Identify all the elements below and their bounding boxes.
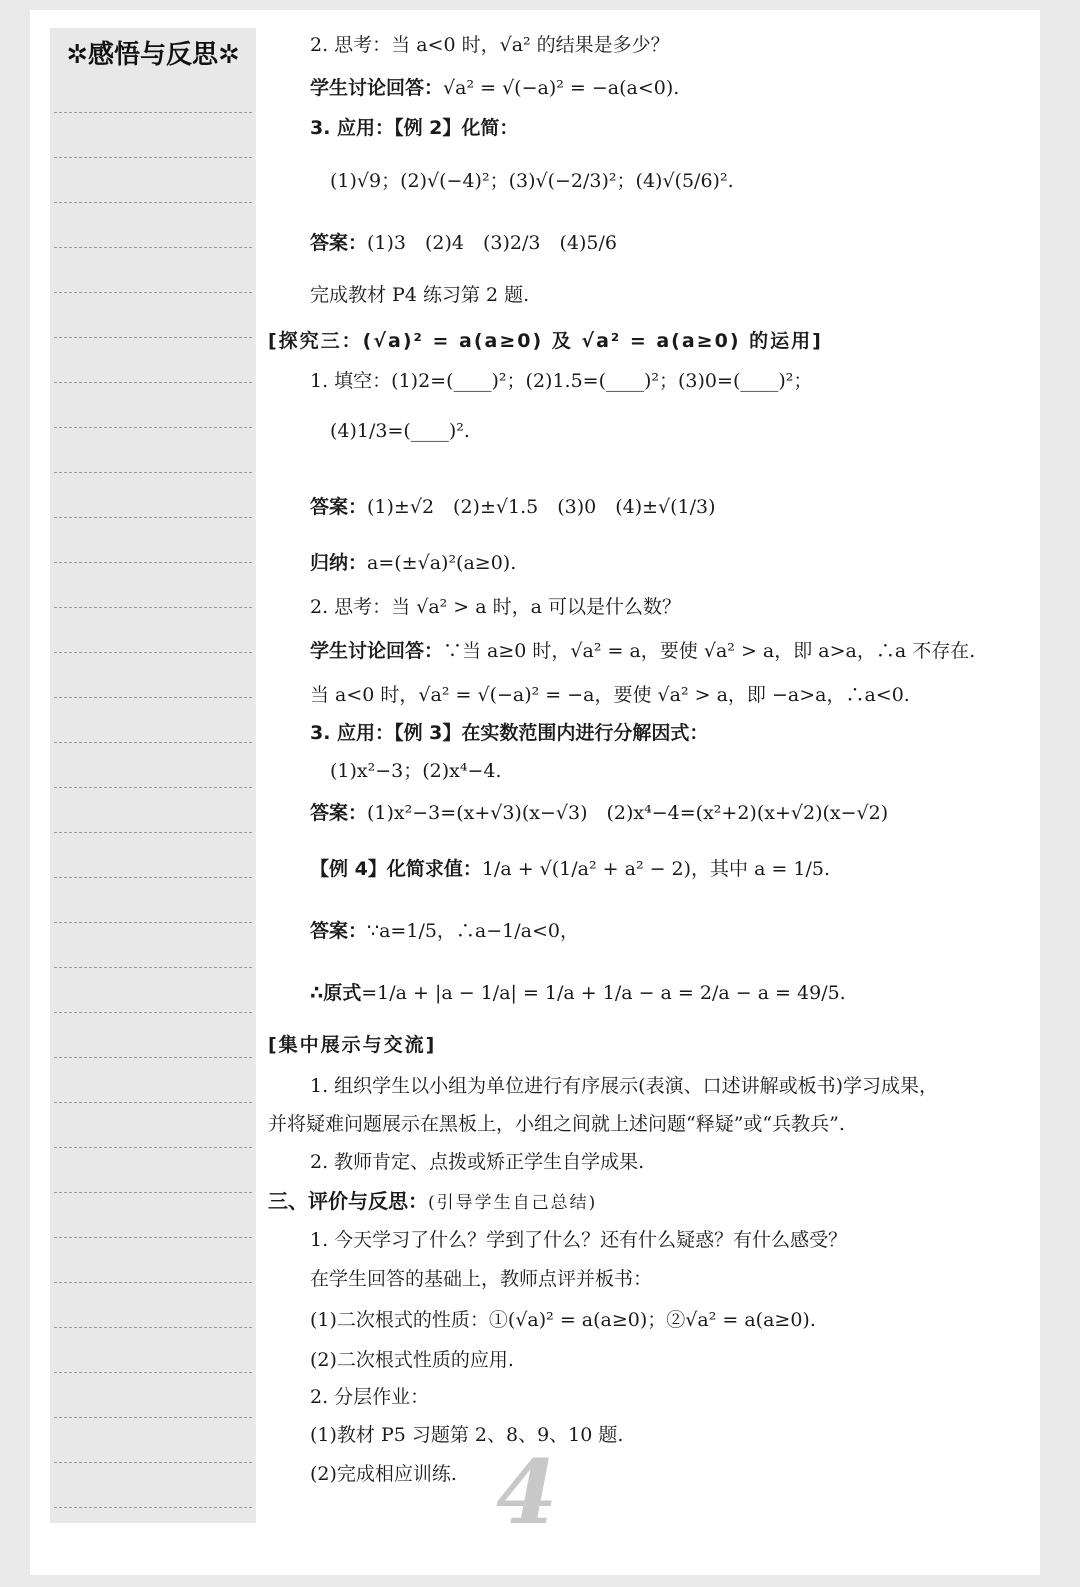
- example-title: 【例 3】在实数范围内进行分解因式：: [394, 722, 709, 744]
- answer-text: (1)3 (2)4 (3)2/3 (4)5/6: [367, 232, 618, 254]
- example-2-answer: [310, 230, 617, 256]
- homework-item-2: (2)完成相应训练.: [310, 1463, 457, 1485]
- fill-in-question-4: (4)1/3=(____)².: [330, 420, 470, 442]
- textbook-exercise: 完成教材 P4 练习第 2 题.: [310, 284, 530, 306]
- induction: [310, 550, 516, 576]
- section-heading-evaluation: [268, 1188, 597, 1216]
- label: 3. 应用：: [310, 722, 395, 744]
- fill-in-question: 1. 填空：(1)2=(____)²；(2)1.5=(____)²；(3)0=(____)²；: [310, 370, 813, 392]
- answer-text: (1)±√2 (2)±√1.5 (3)0 (4)±√(1/3): [367, 496, 716, 518]
- label: 答案：: [310, 496, 368, 518]
- sidebar-title: ✲感悟与反思✲: [66, 40, 240, 70]
- student-answer-2: [310, 638, 975, 664]
- answer-text: √a² = √(−a)² = −a(a<0).: [443, 77, 680, 99]
- example-4: [310, 856, 830, 882]
- section-heading-display: [集中展示与交流]: [268, 1034, 437, 1056]
- think-question-2: 2. 思考：当 √a² > a 时，a 可以是什么数？: [310, 596, 681, 618]
- fill-in-answer: [310, 494, 716, 520]
- example-text: 1/a + √(1/a² + a² − 2)，其中 a = 1/5.: [481, 858, 831, 880]
- example-4-solution: [310, 980, 846, 1006]
- lesson-content: [30, 10, 1040, 1575]
- label: 归纳：: [310, 552, 368, 574]
- think-question-1: 2. 思考：当 a<0 时，√a² 的结果是多少？: [310, 34, 670, 56]
- induction-text: a=(±√a)²(a≥0).: [367, 552, 517, 574]
- example-title: 【例 4】化简求值：: [310, 858, 482, 880]
- example-4-answer: [310, 918, 579, 944]
- board-note-1: (1)二次根式的性质：①(√a)² = a(a≥0)；②√a² = a(a≥0).: [310, 1309, 816, 1331]
- label: 答案：: [310, 232, 368, 254]
- label: 学生讨论回答：: [310, 77, 444, 99]
- heading-note: (引导学生自己总结): [428, 1193, 598, 1213]
- board-note-2: (2)二次根式性质的应用.: [310, 1349, 514, 1371]
- answer-text: (1)x²−3=(x+√3)(x−√3) (2)x⁴−4=(x²+2)(x+√2)(x−√2): [367, 802, 889, 824]
- display-item-1: 1. 组织学生以小组为单位进行有序展示(表演、口述讲解或板书)学习成果，: [310, 1075, 938, 1097]
- example-3-answer: [310, 800, 888, 826]
- solution-text: =1/a + |a − 1/a| = 1/a + 1/a − a = 2/a − a = 49/5.: [361, 982, 846, 1004]
- document-page: [30, 10, 1040, 1575]
- homework-heading: 2. 分层作业：: [310, 1386, 430, 1408]
- student-answer-1: [310, 75, 679, 101]
- display-item-1-cont: 并将疑难问题展示在黑板上，小组之间就上述问题“释疑”或“兵教兵”.: [268, 1113, 845, 1135]
- label: 学生讨论回答：: [310, 640, 444, 662]
- section-heading-explore-3: [探究三：(√a)² = a(a≥0) 及 √a² = a(a≥0) 的运用]: [268, 330, 823, 352]
- label: ∴原式: [310, 982, 362, 1004]
- label: 3. 应用：: [310, 117, 395, 139]
- example-2-problems: (1)√9；(2)√(−4)²；(3)√(−2/3)²；(4)√(5/6)².: [330, 170, 734, 192]
- homework-item-1: (1)教材 P5 习题第 2、8、9、10 题.: [310, 1424, 624, 1446]
- label: 答案：: [310, 920, 368, 942]
- answer-text: ∵当 a≥0 时，√a² = a，要使 √a² > a，即 a>a，∴a 不存在.: [443, 640, 976, 662]
- answer-text: ∵a=1/5，∴a−1/a<0，: [367, 920, 580, 942]
- example-title: 【例 2】化简：: [394, 117, 519, 139]
- application-example-2: [310, 115, 518, 141]
- evaluation-item-1-cont: 在学生回答的基础上，教师点评并板书：: [310, 1268, 653, 1290]
- student-answer-2-cont: 当 a<0 时，√a² = √(−a)² = −a，要使 √a² > a，即 −a>a，∴a<0.: [310, 684, 910, 706]
- evaluation-item-1: 1. 今天学习了什么？学到了什么？还有什么疑惑？有什么感受？: [310, 1229, 848, 1251]
- application-example-3: [310, 720, 708, 746]
- page-number: 4: [496, 1440, 558, 1544]
- heading-text: 三、评价与反思：: [268, 1189, 428, 1213]
- label: 答案：: [310, 802, 368, 824]
- example-3-problems: (1)x²−3；(2)x⁴−4.: [330, 760, 502, 782]
- display-item-2: 2. 教师肯定、点拨或矫正学生自学成果.: [310, 1151, 645, 1173]
